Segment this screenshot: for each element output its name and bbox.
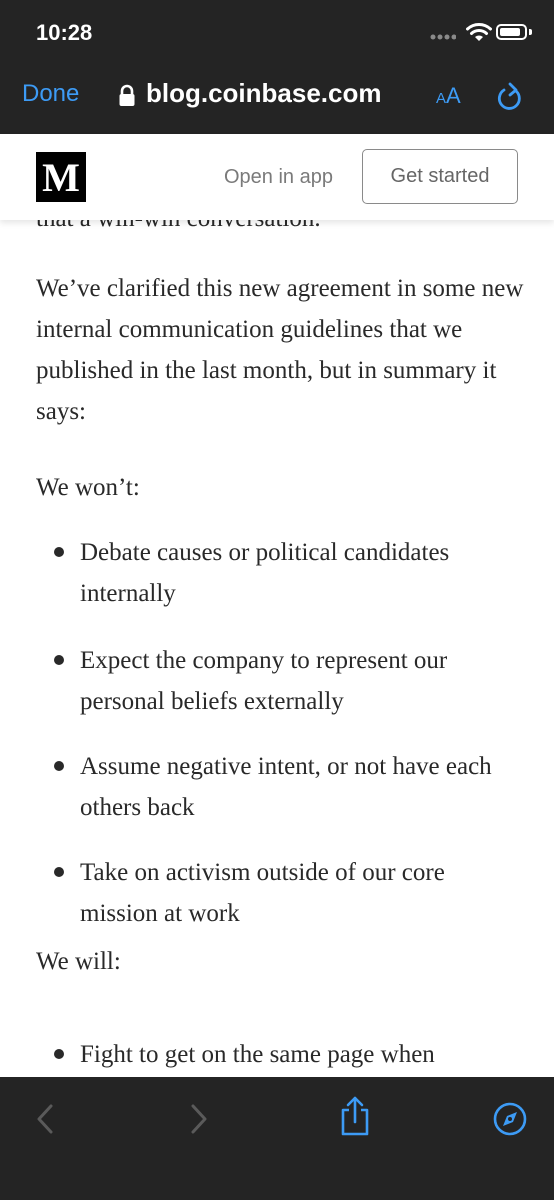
- list-item: Fight to get on the same page when: [80, 1041, 435, 1068]
- back-icon[interactable]: [34, 1103, 56, 1135]
- text-size-small-label: A: [436, 90, 447, 107]
- lock-icon: [118, 84, 136, 108]
- wifi-icon: [466, 22, 492, 42]
- compass-icon[interactable]: [492, 1101, 528, 1137]
- done-button[interactable]: Done: [22, 80, 80, 107]
- forward-icon[interactable]: [188, 1103, 210, 1135]
- reload-icon[interactable]: [496, 82, 524, 112]
- article-paragraph: We’ve clarified this new agreement in some new internal communication guidelines that we published in the last month, but in summary it says:: [36, 275, 524, 425]
- bullet-dot: [54, 1049, 64, 1059]
- browser-url-bar: [0, 62, 554, 134]
- bullet-dot: [54, 867, 64, 877]
- medium-logo[interactable]: M: [36, 152, 86, 202]
- text-size-large-label: A: [446, 83, 461, 108]
- browser-toolbar: [0, 1077, 554, 1200]
- open-in-app-link[interactable]: Open in app: [224, 166, 333, 188]
- list-item: Take on activism outside of our core mission at work: [80, 859, 445, 927]
- status-time: 10:28: [36, 20, 93, 45]
- battery-cap: [529, 29, 532, 35]
- bullet-dot: [54, 761, 64, 771]
- status-bar: [0, 0, 554, 62]
- list-item: Debate causes or political candidates internally: [80, 539, 450, 607]
- bullet-dot: [54, 547, 64, 557]
- list-item: Expect the company to represent our personal beliefs externally: [80, 647, 448, 715]
- medium-header: [0, 134, 554, 220]
- get-started-button[interactable]: Get started: [362, 149, 518, 204]
- wont-heading: We won’t:: [36, 474, 140, 501]
- bullet-dot: [54, 655, 64, 665]
- share-icon[interactable]: [339, 1095, 371, 1137]
- cellular-signal-icon: [430, 33, 456, 41]
- list-item: Assume negative intent, or not have each others back: [80, 753, 492, 821]
- text-size-button[interactable]: [436, 83, 461, 109]
- will-heading: We will:: [36, 948, 121, 975]
- url-domain[interactable]: blog.coinbase.com: [146, 78, 382, 108]
- battery-icon: [496, 24, 527, 40]
